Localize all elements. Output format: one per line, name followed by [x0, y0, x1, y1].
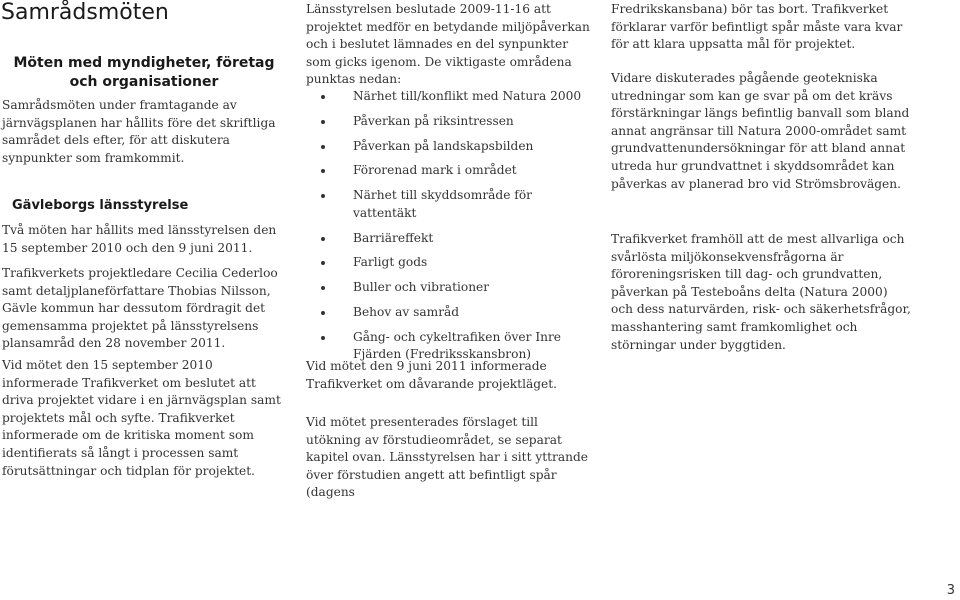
- list-item: Buller och vibrationer: [306, 279, 596, 297]
- list-item: Farligt gods: [306, 254, 596, 272]
- paragraph-meeting-2011: Vid mötet den 9 juni 2011 informerade Trafikverket om dåvarande projektläget.: [306, 359, 558, 391]
- list-item: Förorenad mark i området: [306, 162, 596, 180]
- list-item: Behov av samråd: [306, 304, 596, 322]
- paragraph-geotekniska: Vidare diskuterades pågående geotekniska utredningar som kan ge svar på om det krävs förstärkningar längs befintlig banvall som bland annat angränsar till Natura 2000-området samt grundvattenundersökningar för att bland annat utreda hur grundvattnet i skyddsområdet kan påverkas av planerad bro vid Strömsbrovägen.: [611, 71, 910, 191]
- paragraph-meeting-2010: Vid mötet den 15 september 2010 informerade Trafikverket om beslutet att driva projektet vidare i en järnvägsplan samt projektets mål och syfte. Trafikverket informerade om de kritiska moment som identifierats så långt i processen samt förutsättningar och tidplan för projektet.: [2, 358, 281, 478]
- bullet-icon: [321, 194, 325, 198]
- bullet-icon: [321, 120, 325, 124]
- list-item: Närhet till skyddsområde för vattentäkt: [306, 187, 596, 222]
- bullet-icon: [321, 336, 325, 340]
- page-number: 3: [946, 583, 955, 598]
- key-areas-list: [306, 88, 596, 371]
- paragraph-forstudie: Vid mötet presenterades förslaget till utökning av förstudieområdet, se separat kapitel ovan. Länsstyrelsen har i sitt yttrande över förstudien angett att befintligt spår (dagens: [306, 415, 588, 500]
- section-heading: Möten med myndigheter, företag och organisationer: [13, 55, 275, 90]
- intro-paragraph: Samrådsmöten under framtagande av järnvägsplanen har hållits före det skriftliga samrådet dels efter, för att diskutera synpunkter som framkommit.: [2, 98, 276, 165]
- subheading-lansstyrelse: Gävleborgs länsstyrelse: [12, 198, 189, 213]
- bullet-icon: [321, 237, 325, 241]
- page-title: Samrådsmöten: [1, 0, 169, 25]
- paragraph-meetings: Två möten har hållits med länsstyrelsen den 15 september 2010 och den 9 juni 2011.: [2, 223, 277, 255]
- bullet-icon: [321, 311, 325, 315]
- paragraph-plansamrad: Trafikverkets projektledare Cecilia Cederloo samt detaljplaneförfattare Thobias Nilsson, Gävle kommun har dessutom fördragit det gemensamma projektet på länsstyrelsens plansamråd den 28 november 2011.: [2, 266, 278, 351]
- list-item: Närhet till/konflikt med Natura 2000: [306, 88, 596, 106]
- list-item: Påverkan på landskapsbilden: [306, 138, 596, 156]
- intro-paragraph-lansstyrelsen: Länsstyrelsen beslutade 2009-11-16 att projektet medför en betydande miljöpåverkan och i beslutet lämnades en del synpunkter som gicks igenom. De viktigaste områdena punktas nedan:: [306, 2, 590, 87]
- list-item: Påverkan på riksintressen: [306, 113, 596, 131]
- list-item: Barriäreffekt: [306, 230, 596, 248]
- bullet-icon: [321, 261, 325, 265]
- bullet-icon: [321, 286, 325, 290]
- paragraph-miljokonsekvenser: Trafikverket framhöll att de mest allvarliga och svårlösta miljökonsekvensfrågorna är föroreningsrisken till dag- och grundvatten, påverkan på Testeboåns delta (Natura 2000) och dess naturvärden, risk- och säkerhetsfrågor, masshantering samt framkomlighet och störningar under byggtiden.: [611, 232, 911, 352]
- bullet-icon: [321, 95, 325, 99]
- bullet-icon: [321, 145, 325, 149]
- bullet-icon: [321, 169, 325, 173]
- list-item: Gång- och cykeltrafiken över Inre Fjärden (Fredriksskansbron): [306, 329, 596, 364]
- paragraph-befintligt-spar: Fredrikskansbana) bör tas bort. Trafikverket förklarar varför befintligt spår måste vara kvar för att klara uppsatta mål för projektet.: [611, 2, 903, 52]
